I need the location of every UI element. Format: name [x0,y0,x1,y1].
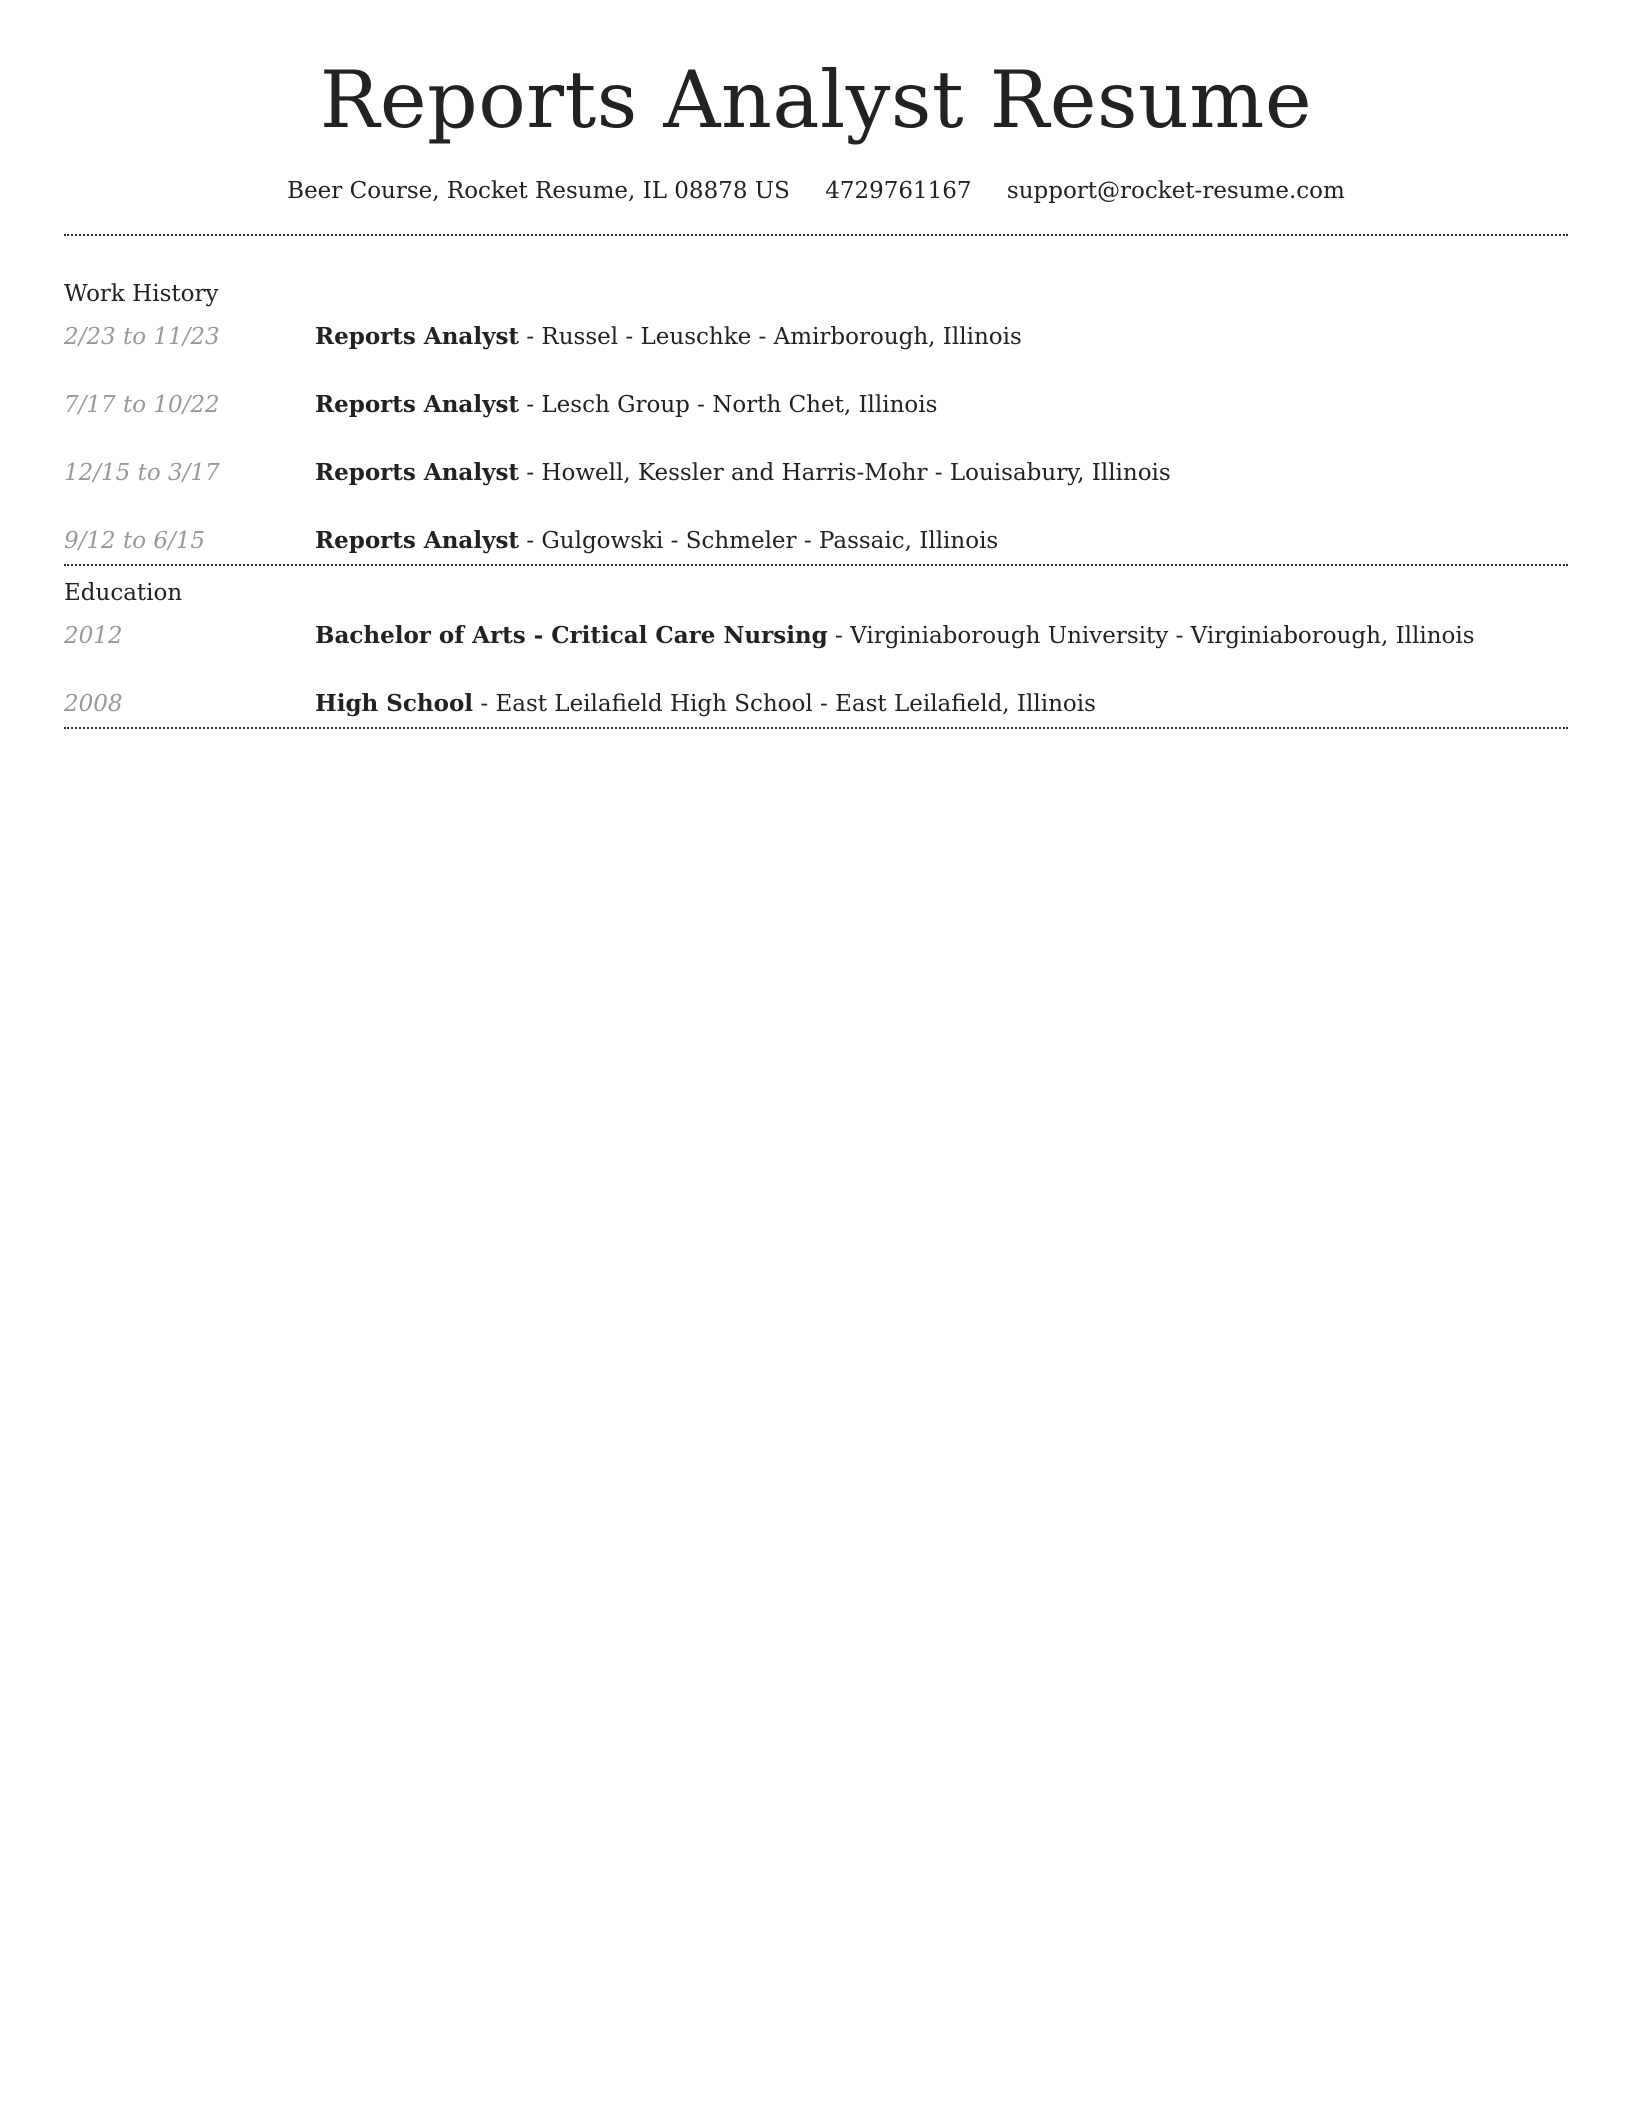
work-entry-detail [315,526,1568,556]
work-entry-role: Reports Analyst [315,527,520,554]
contact-email: support@rocket-resume.com [1006,178,1345,204]
work-entry-role: Reports Analyst [315,391,520,418]
education-section [64,566,1568,727]
work-entry-date: 9/12 to 6/15 [64,528,206,554]
work-entry-detail [315,390,1568,420]
contact-line [64,176,1568,206]
contact-phone: 4729761167 [825,178,972,204]
work-entry [64,322,1568,390]
education-heading: Education [64,580,183,606]
education-entry [64,621,1568,689]
education-entry-info: - East Leilafield High School - East Leilafield, Illinois [473,691,1096,717]
work-entry-date: 2/23 to 11/23 [64,324,220,350]
page-title: Reports Analyst Resume [319,54,1313,146]
work-entry [64,390,1568,458]
education-list [64,608,1568,727]
resume-header [64,0,1568,206]
work-entry-info: - Gulgowski - Schmeler - Passaic, Illinois [519,528,999,554]
work-entry-detail [315,322,1568,352]
education-entry-date: 2012 [64,623,123,649]
education-entry [64,689,1568,727]
education-entry-degree: High School [315,690,474,717]
work-entry-info: - Howell, Kessler and Harris-Mohr - Louisabury, Illinois [519,460,1171,486]
education-entry-detail [315,689,1568,719]
education-entry-detail [315,621,1568,651]
work-entry-role: Reports Analyst [315,459,520,486]
education-entry-date: 2008 [64,691,123,717]
work-entry-role: Reports Analyst [315,323,520,350]
work-entry [64,526,1568,564]
work-entry-detail [315,458,1568,488]
education-entry-info: - Virginiaborough University - Virginiaborough, Illinois [827,623,1475,649]
divider-bottom [64,727,1568,729]
work-history-heading: Work History [64,281,219,307]
work-entry-info: - Lesch Group - North Chet, Illinois [519,392,938,418]
work-entry-date: 7/17 to 10/22 [64,392,220,418]
work-entry [64,458,1568,526]
education-entry-degree: Bachelor of Arts - Critical Care Nursing [315,622,828,649]
work-entry-info: - Russel - Leuschke - Amirborough, Illinois [519,324,1022,350]
work-entry-date: 12/15 to 3/17 [64,460,220,486]
work-history-list [64,309,1568,564]
work-history-section [64,236,1568,564]
contact-address: Beer Course, Rocket Resume, IL 08878 US [287,178,790,204]
